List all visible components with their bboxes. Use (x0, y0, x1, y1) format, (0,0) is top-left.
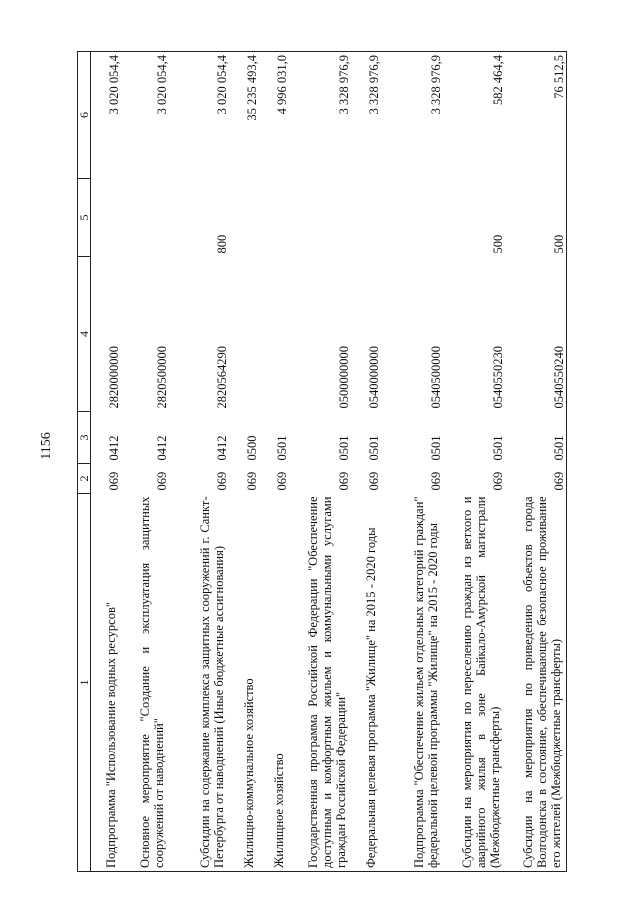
row-code-4 (259, 257, 289, 412)
header-row (78, 52, 91, 872)
row-name: Основное мероприятие "Создание и эксплуатация защитных сооружений от наводнений" (121, 494, 169, 872)
row-code-2: 069 (336, 471, 351, 491)
table-row (169, 52, 229, 872)
row-code-5: 500 (505, 179, 567, 257)
row-name: Государственная программа Российской Федерации "Обеспечение доступным и комфортным жильем и коммунальными услугами граждан Российской Федерации" (289, 494, 351, 872)
row-name: Субсидии на содержание комплекса защитных сооружений г. Санкт-Петербурга от наводнений (Иные бюджетные ассигнования) (169, 494, 229, 872)
row-amount: 3 020 054,4 (91, 52, 121, 179)
table-row (91, 52, 121, 872)
budget-table (77, 51, 567, 872)
row-amount: 3 328 976,9 (351, 52, 381, 179)
row-amount: 3 328 976,9 (289, 52, 351, 179)
row-code-3: 0501 (274, 435, 289, 461)
table-row (289, 52, 351, 872)
table-row (259, 52, 289, 872)
row-code-5 (229, 179, 259, 257)
row-name: Субсидии на мероприятия по приведению объектов города Волгодонска в состояние, обеспечивающее безопасное проживание его жителей (Межбюджетные трансферты) (505, 494, 567, 872)
row-code-5 (259, 179, 289, 257)
table-row (443, 52, 505, 872)
row-code-4 (229, 257, 259, 412)
row-code-4: 0540500000 (428, 346, 443, 409)
row-code-5 (121, 179, 169, 257)
row-amount: 3 328 976,9 (381, 52, 443, 179)
row-code-3: 0412 (154, 435, 169, 461)
column-header-4: 4 (78, 257, 91, 412)
row-amount: 3 020 054,4 (169, 52, 229, 179)
row-code-3: 0501 (366, 435, 381, 461)
row-code-2: 069 (428, 471, 443, 491)
row-code-5 (351, 179, 381, 257)
row-code-4: 0540550230 (490, 346, 505, 409)
row-code-4: 0500000000 (336, 346, 351, 409)
row-name: Подпрограмма "Использование водных ресурсов" (91, 494, 121, 872)
row-code-2: 069 (244, 471, 259, 491)
row-code-2: 069 (106, 471, 121, 491)
row-code-2: 069 (154, 471, 169, 491)
row-code-2: 069 (274, 471, 289, 491)
row-code-5: 500 (490, 234, 505, 254)
row-code-4: 0540550240 (505, 257, 567, 412)
table-row (121, 52, 169, 872)
column-header-5: 5 (78, 179, 91, 257)
row-code-4: 2820500000 (154, 346, 169, 409)
row-code-3: 0412 (214, 435, 229, 461)
row-code-3: 0501 (336, 435, 351, 461)
row-amount: 76 512,5 (505, 52, 567, 179)
row-amount: 35 235 493,4 (229, 52, 259, 179)
budget-table-rotated (77, 52, 601, 872)
row-code-5 (381, 179, 443, 257)
row-code-5: 800 (214, 234, 229, 254)
column-header-6: 6 (78, 52, 91, 179)
row-amount: 582 464,4 (443, 52, 505, 179)
table-row (505, 52, 567, 872)
row-code-3: 0412 (106, 435, 121, 461)
row-code-2: 069 (505, 464, 567, 494)
row-code-3: 0500 (244, 435, 259, 461)
column-header-2: 2 (78, 464, 91, 494)
column-header-3: 3 (78, 412, 91, 464)
row-name: Субсидии на мероприятия по переселению граждан из ветхого и аварийного жилья в зоне Байкало-Амурской магистрали (Межбюджетные трансферты) (443, 494, 505, 872)
table-row (381, 52, 443, 872)
row-amount: 3 020 054,4 (121, 52, 169, 179)
row-name: Жилищно-коммунальное хозяйство (229, 494, 259, 872)
row-code-3: 0501 (505, 412, 567, 464)
column-header-1: 1 (78, 494, 91, 872)
row-code-4: 2820000000 (106, 346, 121, 409)
row-code-4: 0540000000 (366, 346, 381, 409)
row-code-2: 069 (490, 471, 505, 491)
row-code-3: 0501 (490, 435, 505, 461)
row-name: Федеральная целевая программа "Жилище" на 2015 - 2020 годы (351, 494, 381, 872)
row-amount: 4 996 031,0 (259, 52, 289, 179)
row-name: Подпрограмма "Обеспечение жильем отдельных категорий граждан" федеральной целевой программы "Жилище" на 2015 - 2020 годы (381, 494, 443, 872)
row-code-3: 0501 (428, 435, 443, 461)
table-row (351, 52, 381, 872)
row-name: Жилищное хозяйство (259, 494, 289, 872)
row-code-4: 2820564290 (214, 346, 229, 409)
row-code-5 (91, 179, 121, 257)
row-code-2: 069 (366, 471, 381, 491)
page-number: 1156 (39, 432, 54, 460)
table-row (229, 52, 259, 872)
row-code-2: 069 (214, 471, 229, 491)
row-code-5 (289, 179, 351, 257)
